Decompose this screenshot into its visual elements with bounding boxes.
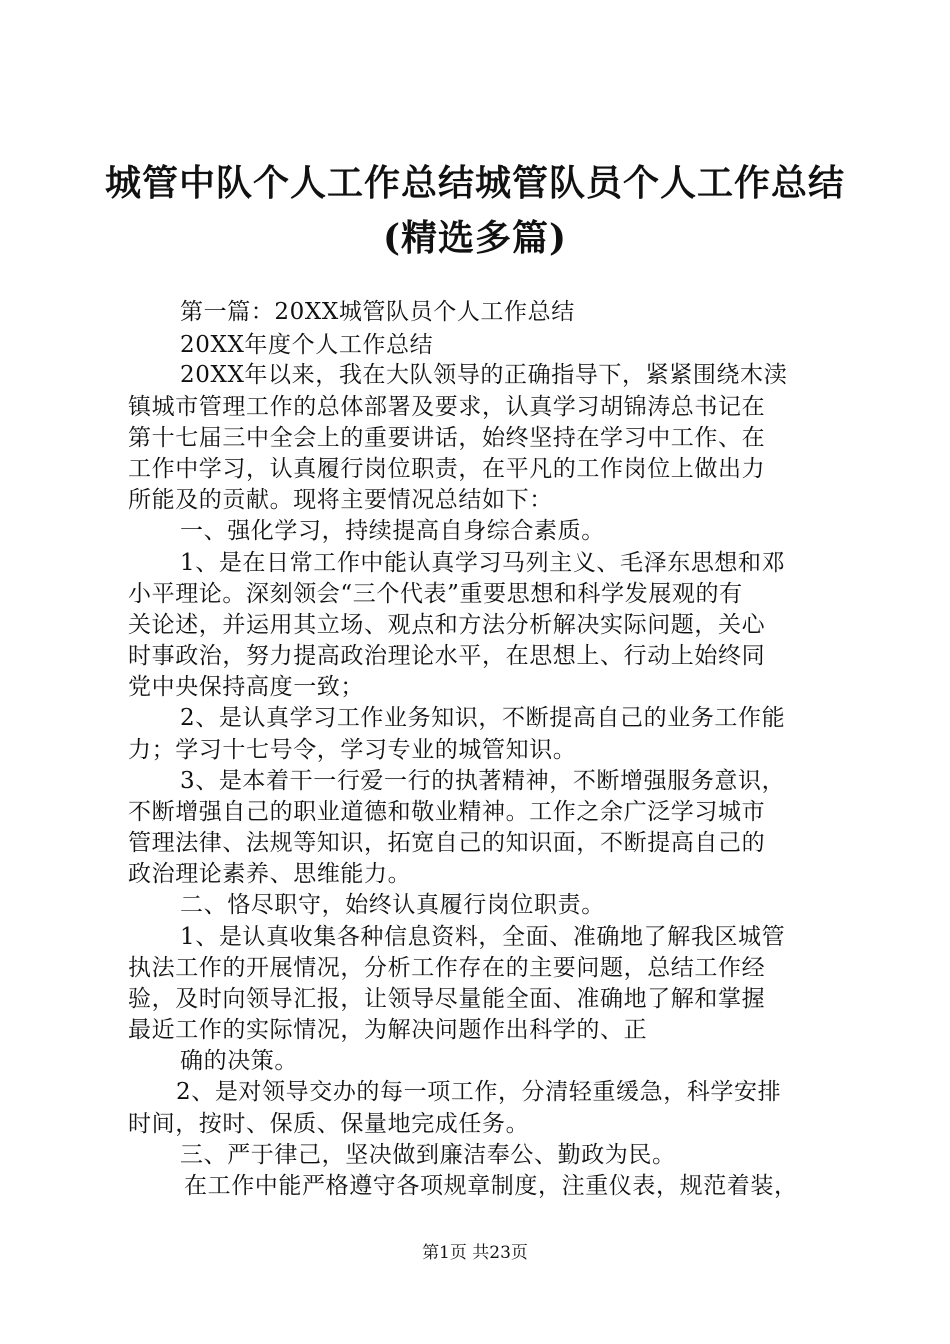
paragraph-line: 执法工作的开展情况，分析工作存在的主要问题，总结工作经 xyxy=(128,955,766,981)
paragraph-line: 管理法律、法规等知识，拓宽自己的知识面，不断提高自己的 xyxy=(128,830,766,856)
paragraph-line: 最近工作的实际情况，为解决问题作出科学的、正 xyxy=(128,1017,648,1043)
paragraph-line: 2、是对领导交办的每一项工作，分清轻重缓急，科学安排 xyxy=(176,1079,782,1105)
document-title-line-1: 城管中队个人工作总结城管队员个人工作总结 xyxy=(104,162,845,204)
paragraph-line: 所能及的贡献。现将主要情况总结如下： xyxy=(128,487,553,513)
paragraph-line: 3、是本着干一行爱一行的执著精神，不断增强服务意识， xyxy=(180,768,786,794)
document-title-line-2: (精选多篇) xyxy=(382,217,568,259)
paragraph-line: 二、恪尽职守，始终认真履行岗位职责。 xyxy=(180,892,605,918)
paragraph-line: 20XX年以来，我在大队领导的正确指导下，紧紧围绕木渎 xyxy=(180,362,788,388)
section-heading: 第一篇：20XX城管队员个人工作总结 xyxy=(180,299,575,325)
paragraph-line: 关论述，并运用其立场、观点和方法分析解决实际问题，关心 xyxy=(128,612,766,638)
paragraph-line: 小平理论。深刻领会“三个代表”重要思想和科学发展观的有 xyxy=(128,581,743,607)
paragraph-line: 一、强化学习，持续提高自身综合素质。 xyxy=(180,518,605,544)
paragraph-line: 工作中学习，认真履行岗位职责，在平凡的工作岗位上做出力 xyxy=(128,456,766,482)
paragraph-line: 三、严于律己，坚决做到廉洁奉公、勤政为民。 xyxy=(180,1142,676,1168)
subheading: 20XX年度个人工作总结 xyxy=(180,332,434,358)
paragraph-line: 时间，按时、保质、保量地完成任务。 xyxy=(128,1111,530,1137)
paragraph-line: 镇城市管理工作的总体部署及要求，认真学习胡锦涛总书记在 xyxy=(128,394,766,420)
paragraph-line: 第十七届三中全会上的重要讲话，始终坚持在学习中工作、在 xyxy=(128,425,766,451)
paragraph-line: 2、是认真学习工作业务知识，不断提高自己的业务工作能 xyxy=(180,705,786,731)
paragraph-line: 1、是在日常工作中能认真学习马列主义、毛泽东思想和邓 xyxy=(180,550,786,576)
page-number-footer: 第1页 共23页 xyxy=(422,1243,528,1263)
paragraph-line: 不断增强自己的职业道德和敬业精神。工作之余广泛学习城市 xyxy=(128,799,766,825)
paragraph-line: 验，及时向领导汇报，让领导尽量能全面、准确地了解和掌握 xyxy=(128,986,766,1012)
paragraph-line: 在工作中能严格遵守各项规章制度，注重仪表，规范着装， xyxy=(184,1173,798,1199)
paragraph-line: 1、是认真收集各种信息资料，全面、准确地了解我区城管 xyxy=(180,924,786,950)
paragraph-line: 确的决策。 xyxy=(180,1048,298,1074)
paragraph-line: 党中央保持高度一致； xyxy=(128,674,364,700)
paragraph-line: 政治理论素养、思维能力。 xyxy=(128,861,412,887)
paragraph-line: 时事政治，努力提高政治理论水平，在思想上、行动上始终同 xyxy=(128,643,766,669)
paragraph-line: 力；学习十七号令，学习专业的城管知识。 xyxy=(128,737,577,763)
